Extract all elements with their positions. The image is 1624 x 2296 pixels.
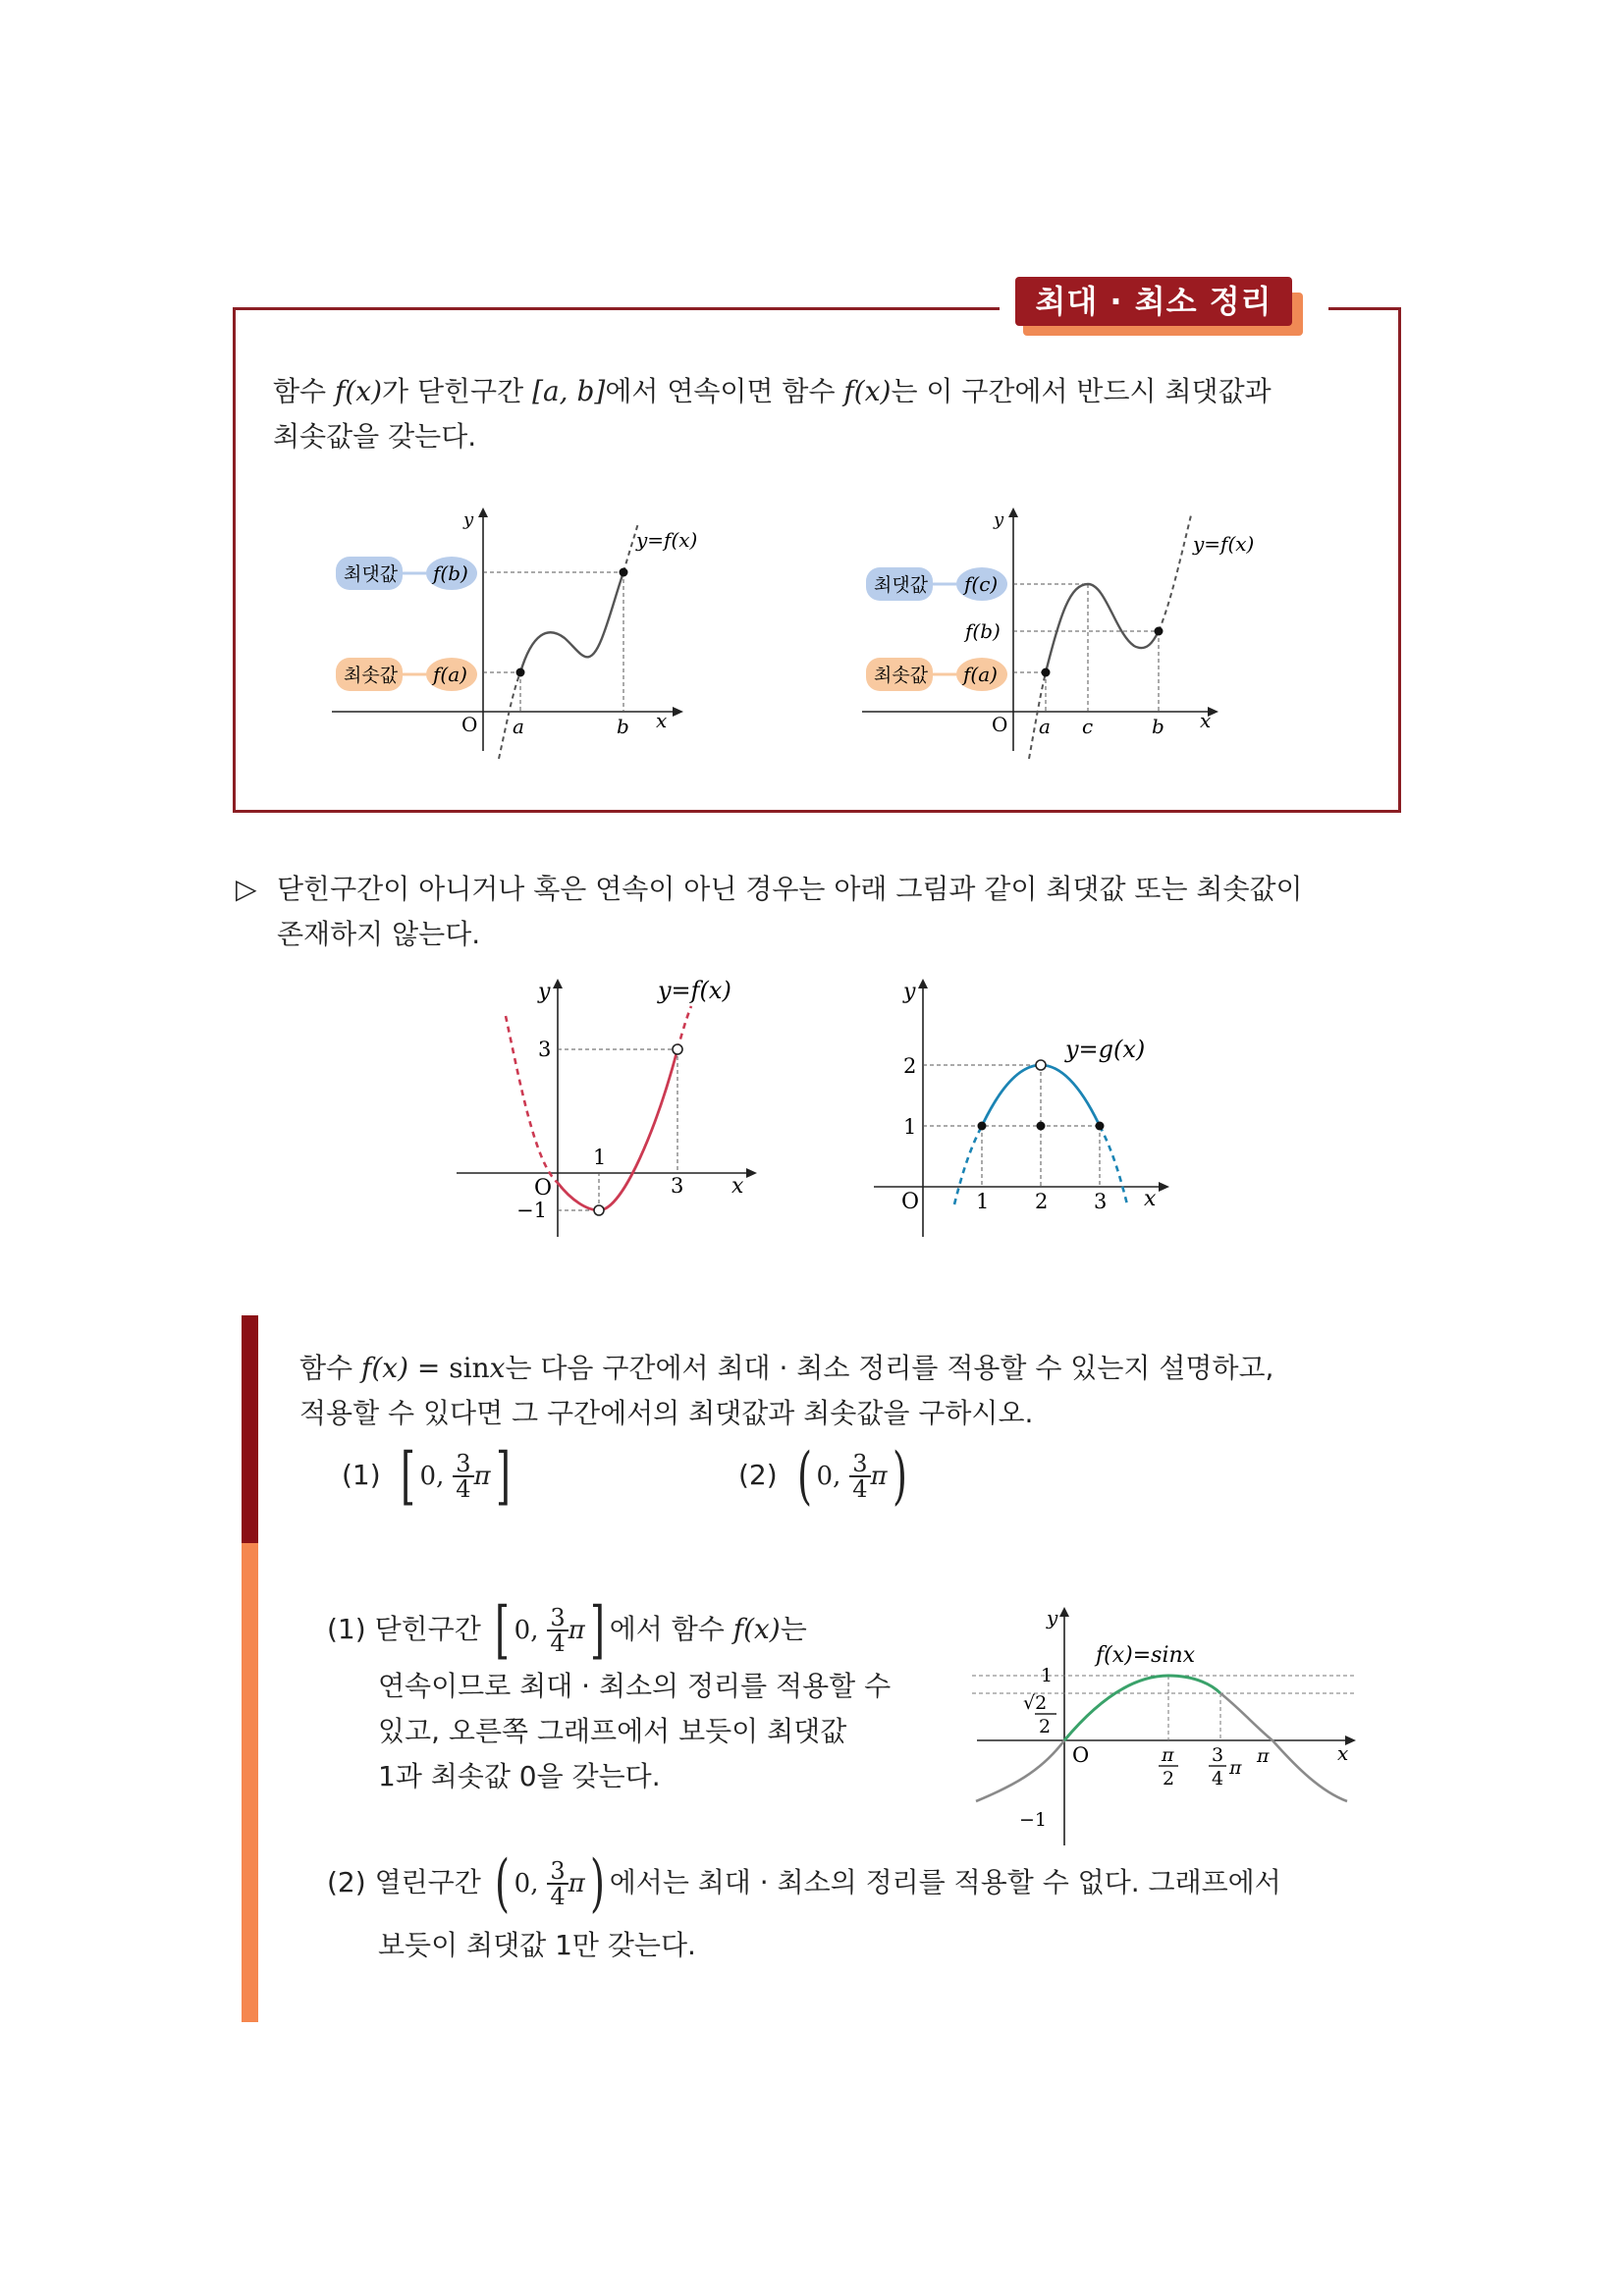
- x-axis-label: x: [1200, 709, 1212, 732]
- y-tick-2: 2: [903, 1054, 917, 1078]
- x-tick-3: 3: [671, 1174, 684, 1198]
- fraction-three-quarters: [849, 1452, 870, 1501]
- curve-label: y=g(x): [1065, 1036, 1146, 1063]
- fb-label: f(b): [965, 619, 1001, 643]
- origin-label: O: [461, 713, 478, 736]
- max-badge-label: 최댓값: [344, 563, 399, 585]
- y-axis-label: y: [903, 980, 916, 1004]
- tick-c: c: [1082, 715, 1094, 738]
- pi-symbol: π: [870, 1462, 888, 1491]
- solution-text: 에서 함수: [609, 1613, 733, 1645]
- open-point-max: [1036, 1060, 1046, 1070]
- example-question: [299, 1346, 1273, 1436]
- curve-label: y=f(x): [636, 528, 698, 552]
- right-bracket: ]: [495, 1440, 511, 1513]
- x-axis-label: x: [1144, 1187, 1157, 1211]
- frac-num: 3: [849, 1452, 870, 1477]
- solution-1: [327, 1595, 891, 1799]
- x-tick-3: 3: [1094, 1190, 1108, 1213]
- solution-text: 는: [780, 1613, 807, 1645]
- solution-line: 1과 최솟값 0을 갖는다.: [378, 1760, 661, 1792]
- point-x3: [1096, 1122, 1105, 1131]
- solution-text: 에서는 최대 · 최소의 정리를 적용할 수 없다. 그래프에서: [609, 1866, 1281, 1898]
- max-value: f(b): [433, 561, 468, 585]
- x-tick-34-den: 4: [1212, 1768, 1224, 1789]
- solution-label: (2): [327, 1866, 366, 1898]
- text-segment: 는 이 구간에서 반드시 최댓값과: [891, 375, 1272, 407]
- frac-den: 4: [550, 1629, 566, 1657]
- y-tick-neg1: −1: [1019, 1809, 1048, 1831]
- min-value: f(a): [433, 663, 467, 686]
- example-bar-question: [242, 1315, 258, 1543]
- note-line1: 닫힌구간이 아니거나 혹은 연속이 아닌 경우는 아래 그림과 같이 최댓값 또는 최솟값이: [277, 873, 1303, 905]
- x-tick-pi-half-den: 2: [1163, 1768, 1175, 1789]
- figure-max-at-interior: [854, 506, 1255, 761]
- right-paren: ): [589, 1847, 605, 1920]
- item-2-open-interval: [738, 1441, 912, 1511]
- solution-line: 있고, 오른쪽 그래프에서 보듯이 최댓값: [378, 1715, 847, 1747]
- fraction-three-quarters: [547, 1859, 568, 1908]
- solution-label: (1): [327, 1613, 366, 1645]
- left-paren: (: [494, 1847, 510, 1920]
- point-x1: [978, 1122, 987, 1131]
- math-fx: f(x): [335, 375, 383, 407]
- fraction-three-quarters: [453, 1452, 473, 1501]
- item-label: (2): [738, 1459, 778, 1491]
- x-tick-1: 1: [593, 1146, 607, 1169]
- y-tick-sqrt2: √2: [1023, 1692, 1048, 1714]
- point-fa: [1042, 668, 1051, 677]
- text-segment: 에서 연속이면 함수: [605, 375, 844, 407]
- x-tick-1: 1: [976, 1190, 990, 1213]
- max-badge-label: 최댓값: [874, 574, 929, 596]
- interval-start: 0,: [816, 1462, 841, 1491]
- x-axis-label: x: [731, 1174, 744, 1199]
- math-sin: sin: [449, 1352, 490, 1384]
- solution-text: 열린구간: [374, 1866, 481, 1898]
- frac-den: 4: [456, 1475, 471, 1503]
- question-line2: 적용할 수 있다면 그 구간에서의 최댓값과 최솟값을 구하시오.: [299, 1397, 1034, 1429]
- pi-symbol: π: [473, 1462, 491, 1491]
- frac-num: 3: [547, 1606, 568, 1631]
- y-tick-neg1: −1: [516, 1199, 547, 1222]
- point-fa: [516, 668, 525, 677]
- note-marker: ▷: [236, 873, 257, 905]
- origin-label: O: [1072, 1743, 1090, 1767]
- x-tick-2: 2: [1035, 1190, 1049, 1213]
- math-fx: f(x): [843, 375, 892, 407]
- theorem-title: 최대 · 최소 정리: [1015, 277, 1292, 326]
- open-point-min: [594, 1205, 604, 1215]
- frac-num: 3: [547, 1859, 568, 1885]
- theorem-statement: [273, 369, 1272, 459]
- y-tick-1: 1: [1041, 1665, 1054, 1686]
- left-bracket: [: [494, 1594, 510, 1667]
- math-fx: f(x): [361, 1352, 409, 1384]
- math-equals: =: [408, 1352, 450, 1384]
- point-fb: [1155, 627, 1164, 636]
- text-segment: 가 닫힌구간: [382, 375, 533, 407]
- open-point-max: [673, 1044, 682, 1054]
- frac-den: 4: [852, 1475, 868, 1503]
- figure-sine-graph: [972, 1605, 1365, 1850]
- pi-symbol: π: [568, 1869, 585, 1898]
- curve-label: f(x)=sinx: [1096, 1643, 1196, 1668]
- text-segment: 는 다음 구간에서 최대 · 최소 정리를 적용할 수 있는지 설명하고,: [505, 1352, 1274, 1384]
- math-interval: [a, b]: [532, 375, 606, 407]
- solution-line: 보듯이 최댓값 1만 갖는다.: [378, 1929, 696, 1961]
- min-value: f(a): [963, 663, 998, 686]
- y-axis-label: y: [538, 980, 551, 1004]
- fraction-three-quarters: [547, 1606, 568, 1655]
- point-fb: [620, 568, 628, 577]
- item-label: (1): [342, 1459, 381, 1491]
- interval-start: 0,: [419, 1462, 445, 1491]
- x-axis-label: x: [656, 709, 668, 732]
- y-tick-3: 3: [538, 1038, 552, 1061]
- min-badge-label: 최솟값: [344, 665, 399, 686]
- math-x: x: [489, 1352, 506, 1384]
- left-paren: (: [796, 1440, 812, 1513]
- note-paragraph: [236, 867, 1303, 957]
- tick-b: b: [1152, 715, 1164, 738]
- figure-open-point-parabola: [864, 977, 1188, 1242]
- left-bracket: [: [400, 1440, 415, 1513]
- origin-label: O: [534, 1176, 553, 1201]
- min-badge-label: 최솟값: [874, 665, 929, 686]
- y-tick-sqrt2-den: 2: [1039, 1716, 1052, 1737]
- curve-label: y=f(x): [658, 977, 731, 1004]
- tick-a: a: [1039, 715, 1051, 738]
- x-axis-label: x: [1337, 1741, 1349, 1765]
- figure-max-at-endpoint: [324, 506, 717, 761]
- x-tick-pi-half-num: π: [1162, 1744, 1174, 1766]
- text-segment: 함수: [299, 1352, 361, 1384]
- interval-start: 0,: [514, 1869, 539, 1898]
- tick-a: a: [513, 715, 524, 738]
- curve-label: y=f(x): [1193, 532, 1255, 556]
- item-1-closed-interval: [342, 1441, 515, 1511]
- y-axis-label: y: [994, 509, 1004, 530]
- origin-label: O: [901, 1190, 920, 1214]
- y-axis-label: y: [1047, 1606, 1058, 1629]
- statement-line2: 최솟값을 갖는다.: [273, 420, 477, 453]
- origin-label: O: [992, 713, 1008, 736]
- y-axis-label: y: [463, 509, 474, 530]
- frac-den: 4: [550, 1883, 566, 1910]
- math-fx: f(x): [732, 1613, 781, 1645]
- y-tick-1: 1: [903, 1115, 917, 1139]
- tick-b: b: [617, 715, 629, 738]
- x-tick-34-num: 3: [1212, 1744, 1224, 1766]
- max-value: f(c): [964, 572, 999, 596]
- text-segment: 함수: [273, 375, 335, 407]
- example-bar-solution: [242, 1543, 258, 2022]
- x-tick-34-pi: π: [1229, 1757, 1242, 1779]
- note-line2: 존재하지 않는다.: [277, 918, 481, 950]
- interval-start: 0,: [514, 1616, 539, 1645]
- x-tick-pi: π: [1257, 1745, 1270, 1767]
- right-bracket: ]: [589, 1594, 605, 1667]
- frac-num: 3: [453, 1452, 473, 1477]
- solution-line: 연속이므로 최대 · 최소의 정리를 적용할 수: [378, 1670, 892, 1702]
- right-paren: ): [892, 1440, 907, 1513]
- solution-2: [327, 1848, 1281, 1968]
- figure-open-interval-quadratic: [452, 977, 766, 1242]
- point-x2: [1037, 1122, 1046, 1131]
- pi-symbol: π: [568, 1616, 585, 1645]
- solution-text: 닫힌구간: [374, 1613, 481, 1645]
